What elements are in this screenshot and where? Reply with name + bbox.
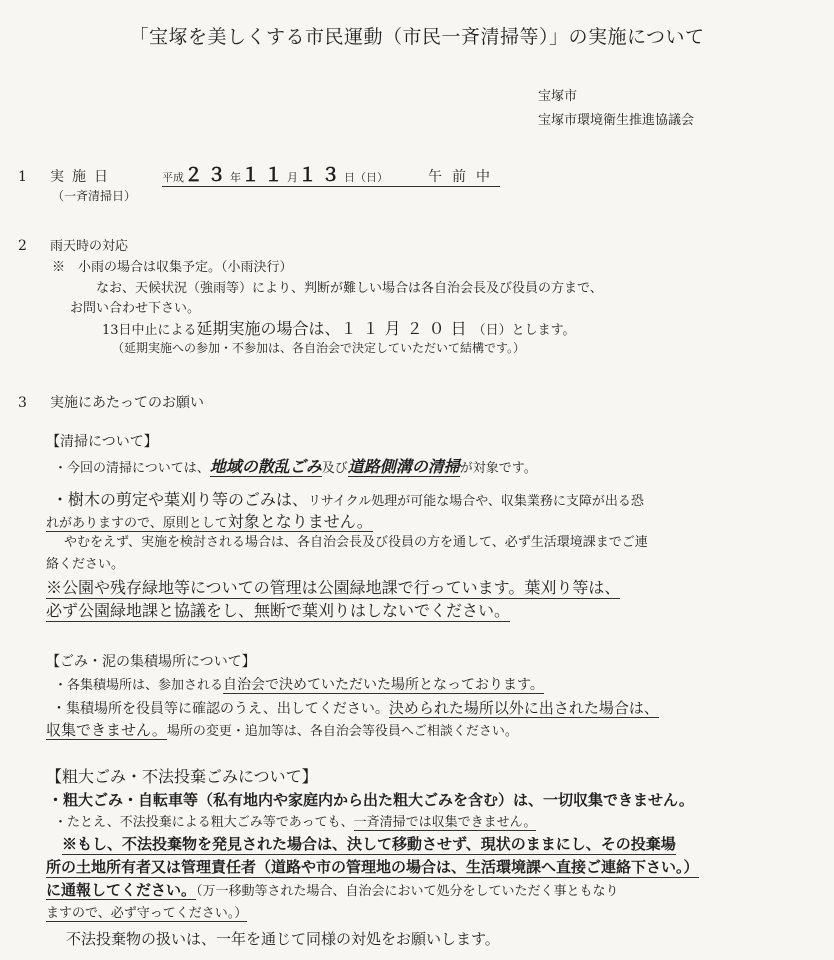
cleaning-line-2: ・樹木の剪定や葉刈り等のごみは、リサイクル処理が可能な場合や、収集業務に支障が出る恐	[52, 490, 644, 509]
issuer-council: 宝塚市環境衛生推進協議会	[538, 113, 695, 128]
bulky-line-6: ますので、必ず守ってください。）	[46, 902, 247, 922]
issuer-city: 宝塚市	[538, 89, 578, 104]
bulky-line-7: 不法投棄物の扱いは、一年を通じて同様の対処をお願いします。	[66, 930, 500, 948]
bulky-line-5: に通報してください。（万一移動等された場合、自治会において処分をしていただく事ともなり	[46, 881, 619, 899]
page-title: 「宝塚を美しくする市民運動（市民一斉清掃等）」の実施について	[129, 26, 705, 48]
rain-note-2: なお、天候状況（強雨等）により、判断が難しい場合は各自治会長及び役員の方まで、	[96, 281, 603, 296]
cleaning-line-4: やむをえず、実施を検討される場合は、各自治会長及び役員の方を通して、必ず生活環境課までご連	[64, 535, 648, 550]
bulky-line-1: ・粗大ごみ・自転車等（私有地内や家庭内から出た粗大ごみを含む）は、一切収集できません。	[48, 791, 694, 809]
event-date: 平成２３年１１月１３日（日） 午前中	[162, 164, 501, 186]
collection-line-1: ・各集積場所は、参加される自治会で決めていただいた場所となっております。	[54, 677, 544, 693]
bulky-heading: 【粗大ごみ・不法投棄ごみについて】	[46, 767, 318, 786]
section-number: 1	[18, 169, 27, 185]
cleaning-line-1: ・今回の清掃については、地域の散乱ごみ及び道路側溝の清掃が対象です。	[54, 457, 537, 476]
collection-line-3: 収集できません。場所の変更・追加等は、各自治会等役員へご相談ください。	[46, 721, 518, 739]
rain-note-3: お問い合わせ下さい。	[70, 301, 201, 316]
collection-line-2: ・集積場所を役員等に確認のうえ、出してください。決められた場所以外に出された場合は、	[52, 699, 659, 717]
cleaning-line-5: 絡ください。	[46, 557, 125, 572]
date-sublabel: （一斉清掃日）	[52, 189, 137, 203]
section-1-date-row	[18, 160, 500, 187]
collection-heading: 【ごみ・泥の集積場所について】	[46, 654, 256, 670]
postpone-line: 13日中止による延期実施の場合は、１１月２０日（日）とします。	[102, 319, 576, 338]
section-3-heading: 3 実施にあたってのお願い	[18, 395, 204, 411]
bulky-line-2: ・たとえ、不法投棄による粗大ごみ等であっても、一斉清掃では収集できません。	[54, 815, 537, 830]
cleaning-line-6: ※公園や残存緑地等についての管理は公園緑地課で行っています。葉刈り等は、	[46, 575, 620, 599]
cleaning-heading: 【清掃について】	[46, 434, 158, 450]
bulky-line-4: 所の土地所有者又は管理責任者（道路や市の管理地の場合は、生活環境課へ直接ご連絡下さい。）	[46, 858, 699, 876]
rain-note-1: ※ 小雨の場合は収集予定。（小雨決行）	[52, 260, 293, 275]
date-label: 実施日	[50, 169, 116, 185]
section-2-heading: 2 雨天時の対応	[18, 238, 129, 254]
cleaning-line-3: れがありますので、原則として対象となりません。	[46, 512, 373, 531]
bulky-line-3: ※もし、不法投棄物を発見された場合は、決して移動させず、現状のままにし、その投棄場	[62, 835, 676, 853]
cleaning-line-7: 必ず公園緑地課と協議をし、無断で葉刈りはしないでください。	[46, 598, 510, 622]
postpone-note: （延期実施への参加・不参加は、各自治会で決定していただいて結構です。）	[112, 341, 526, 355]
